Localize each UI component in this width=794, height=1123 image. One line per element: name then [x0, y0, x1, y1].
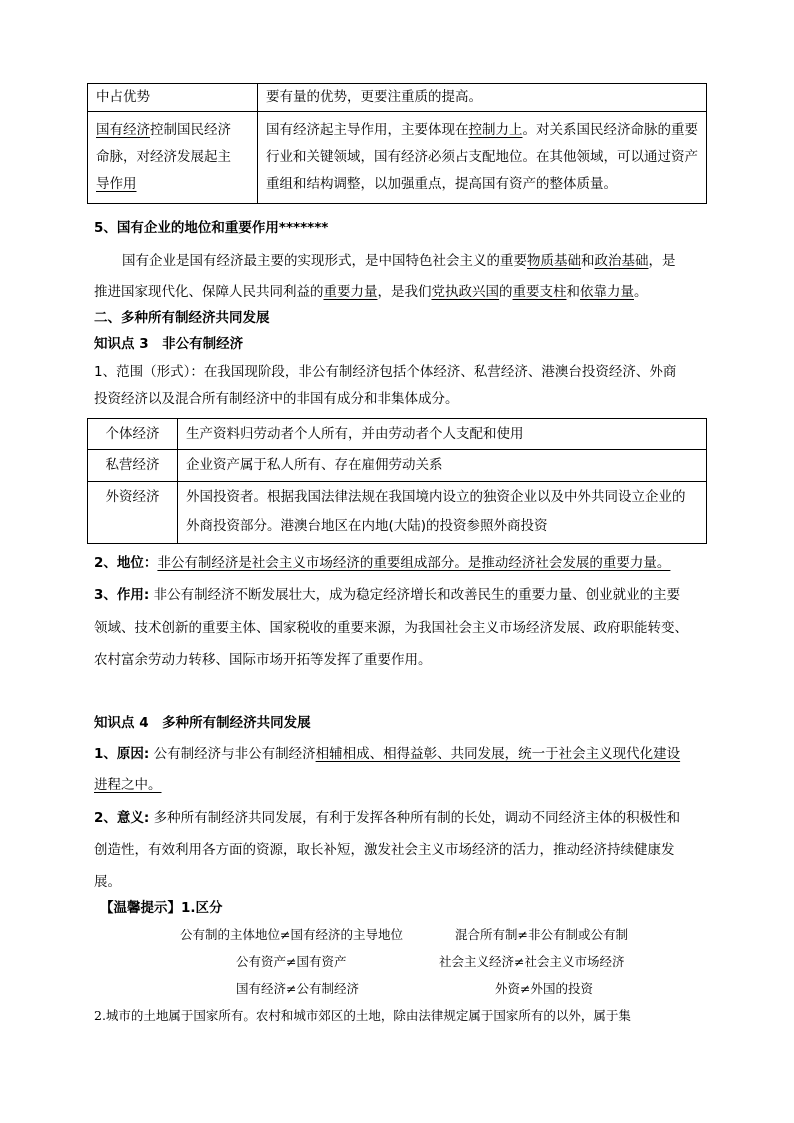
text: 非公有制经济不断发展壮大，成为稳定经济增长和改善民生的重要力量、创业就业的主要	[149, 587, 681, 603]
table-row	[88, 482, 707, 544]
table-cell	[178, 482, 707, 544]
paragraph-line	[94, 808, 680, 828]
table-row	[88, 419, 707, 450]
table-row	[88, 450, 707, 482]
paragraph-line	[94, 744, 680, 764]
item-label: 2、意义:	[94, 810, 150, 826]
paragraph-line: 投资经济以及混合所有制经济中的非国有成分和非集体成分。	[94, 391, 459, 407]
table-cell	[258, 112, 707, 204]
tip-note: 2.城市的土地属于国家所有。农村和城市郊区的土地，除由法律规定属于国家所有的以外，属于集	[94, 1008, 631, 1023]
underlined-text: 物质基础	[527, 253, 581, 269]
table-cell: 私营经济	[88, 450, 178, 482]
tip-item: 公有资产≠国有资产	[236, 954, 347, 969]
table-row	[88, 112, 707, 204]
cell-text: 国有经济起主导作用，主要体现在	[266, 122, 469, 138]
underlined-text: 国有经济	[96, 122, 150, 138]
text: ，是我们	[377, 284, 432, 300]
table-cell: 企业资产属于私人所有、存在雇佣劳动关系	[178, 450, 707, 482]
tip-item: 外资≠外国的投资	[495, 981, 593, 996]
underlined-text: 党执政兴国	[431, 284, 499, 300]
item-label: 2、地位：	[94, 555, 158, 571]
text: 多种所有制经济共同发展，有利于发挥各种所有制的长处，调动不同经济主体的积极性和	[149, 810, 681, 826]
tip-item: 混合所有制≠非公有制或公有制	[455, 927, 628, 942]
paragraph-line	[94, 775, 162, 795]
tip-item: 社会主义经济≠社会主义市场经济	[439, 954, 625, 969]
cell-text: 命脉，对经济发展起主	[96, 149, 231, 165]
underlined-text: 政治基础	[594, 253, 649, 269]
item-label: 3、作用:	[94, 587, 150, 603]
cell-text: 。对关系国民经济命脉的重要	[522, 122, 698, 138]
knowledge-point-title: 知识点 4 多种所有制经济共同发展	[94, 715, 311, 731]
paragraph-line: 领域、技术创新的重要主体、国家税收的重要来源，为我国社会主义市场经济发展、政府职能转变、	[94, 620, 688, 636]
cell-text: 行业和关键领域，国有经济必须占支配地位。在其他领域，可以通过资产	[266, 149, 698, 165]
underlined-text: 进程之中。	[94, 777, 162, 793]
state-economy-table	[87, 83, 707, 204]
underlined-text: 相辅相成、相得益彰、共同发展，统一于社会主义现代化建设	[315, 746, 681, 762]
knowledge-point-title: 知识点 3 非公有制经济	[94, 336, 244, 352]
cell-text: 外国投资者。根据我国法律法规在我国境内设立的独资企业以及中外共同设立企业的	[186, 489, 686, 505]
text: 和	[566, 284, 580, 300]
table-cell: 要有量的优势，更要注重质的提高。	[258, 84, 707, 112]
part-title: 二、多种所有制经济共同发展	[94, 310, 270, 326]
paragraph-line: 1、范围（形式）：在我国现阶段，非公有制经济包括个体经济、私营经济、港澳台投资经济、外商	[94, 364, 677, 380]
text: ，是	[648, 253, 676, 269]
table-cell: 外资经济	[88, 482, 178, 544]
underlined-text: 非公有制经济是社会主义市场经济的重要组成部分。是推动经济社会发展的重要力量。	[157, 555, 671, 571]
cell-text: 重组和结构调整，以加强重点，提高国有资产的整体质量。	[266, 176, 617, 192]
text: 国有企业是国有经济最主要的实现形式，是中国特色社会主义的重要	[122, 253, 527, 269]
table-row	[88, 84, 707, 112]
table-cell	[88, 112, 258, 204]
text: 和	[581, 253, 595, 269]
text: 推进国家现代化、保障人民共同利益的	[94, 284, 324, 300]
paragraph-line: 农村富余劳动力转移、国际市场开拓等发挥了重要作用。	[94, 652, 432, 668]
tip-item: 国有经济≠公有制经济	[236, 981, 359, 996]
paragraph-line	[94, 282, 648, 302]
underlined-text: 导作用	[96, 176, 137, 192]
cell-text: 外商投资部分。港澳台地区在内地(大陆)的投资参照外商投资	[186, 518, 548, 534]
paragraph-line	[94, 585, 680, 605]
tip-item: 公有制的主体地位≠国有经济的主导地位	[180, 927, 403, 942]
underlined-text: 重要力量	[323, 284, 378, 300]
text: 。	[634, 284, 648, 300]
table-cell: 中占优势	[88, 84, 258, 112]
paragraph-line: 展。	[94, 874, 121, 890]
item-label: 1、原因:	[94, 746, 150, 762]
table-cell: 个体经济	[88, 419, 178, 450]
tips-title: 【温馨提示】1.区分	[100, 900, 223, 916]
text: 公有制经济与非公有制经济	[149, 746, 316, 762]
cell-text: 控制国民经济	[150, 122, 231, 138]
underlined-text: 控制力上	[468, 122, 523, 138]
paragraph-line	[94, 553, 670, 573]
non-public-economy-table	[87, 418, 707, 544]
underlined-text: 重要支柱	[512, 284, 567, 300]
underlined-text: 依靠力量	[580, 284, 634, 300]
paragraph-line: 创造性，有效利用各方面的资源，取长补短，激发社会主义市场经济的活力，推动经济持续健康发	[94, 842, 675, 858]
text: 的	[499, 284, 513, 300]
paragraph-line	[122, 251, 676, 271]
section-heading: 5、国有企业的地位和重要作用*******	[94, 220, 329, 236]
table-cell: 生产资料归劳动者个人所有，并由劳动者个人支配和使用	[178, 419, 707, 450]
